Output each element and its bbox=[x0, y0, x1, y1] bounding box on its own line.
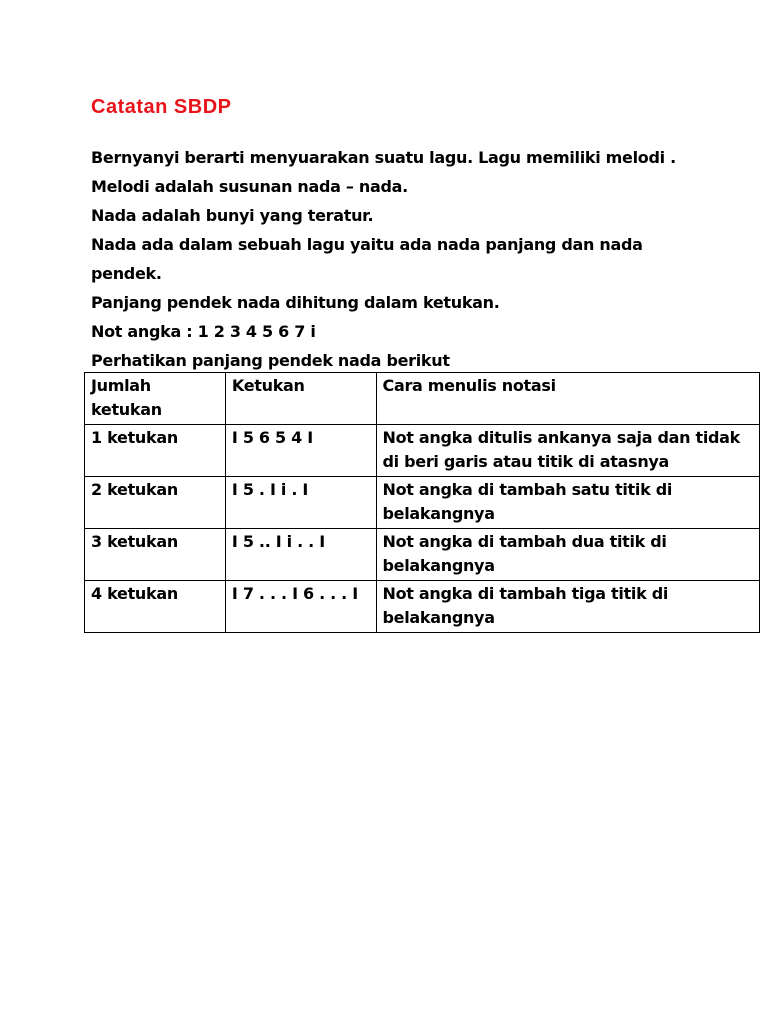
paragraph-line: Not angka : 1 2 3 4 5 6 7 i bbox=[91, 322, 316, 341]
paragraph-line: Melodi adalah susunan nada – nada. bbox=[91, 177, 408, 196]
table-cell: 4 ketukan bbox=[85, 581, 226, 633]
table-row bbox=[85, 529, 760, 581]
paragraph-line: Bernyanyi berarti menyuarakan suatu lagu. Lagu memiliki melodi . bbox=[91, 148, 676, 167]
table-cell: 2 ketukan bbox=[85, 477, 226, 529]
table-cell: I 5 .. I i . . I bbox=[225, 529, 376, 581]
table-header-cell: Jumlah ketukan bbox=[85, 373, 226, 425]
table-row bbox=[85, 425, 760, 477]
table-cell: 1 ketukan bbox=[85, 425, 226, 477]
table-row bbox=[85, 581, 760, 633]
document-title: Catatan SBDP bbox=[91, 96, 232, 118]
table-header-row bbox=[85, 373, 760, 425]
table-cell: Not angka ditulis ankanya saja dan tidak di beri garis atau titik di atasnya bbox=[376, 425, 760, 477]
paragraph-line: pendek. bbox=[91, 264, 162, 283]
table-cell: Not angka di tambah satu titik di belakangnya bbox=[376, 477, 760, 529]
table-cell: I 5 . I i . I bbox=[225, 477, 376, 529]
table-row bbox=[85, 477, 760, 529]
table-cell: Not angka di tambah tiga titik di belakangnya bbox=[376, 581, 760, 633]
paragraph-line: Nada adalah bunyi yang teratur. bbox=[91, 206, 374, 225]
paragraph-line: Perhatikan panjang pendek nada berikut bbox=[91, 351, 450, 370]
table-header-cell: Ketukan bbox=[225, 373, 376, 425]
table-cell: 3 ketukan bbox=[85, 529, 226, 581]
table-cell: I 7 . . . I 6 . . . I bbox=[225, 581, 376, 633]
notation-table bbox=[84, 372, 760, 633]
table-cell: Not angka di tambah dua titik di belakangnya bbox=[376, 529, 760, 581]
table-header-cell: Cara menulis notasi bbox=[376, 373, 760, 425]
table-cell: I 5 6 5 4 I bbox=[225, 425, 376, 477]
paragraph-line: Panjang pendek nada dihitung dalam ketukan. bbox=[91, 293, 500, 312]
document-body bbox=[91, 143, 691, 375]
paragraph-line: Nada ada dalam sebuah lagu yaitu ada nada panjang dan nada bbox=[91, 235, 643, 254]
